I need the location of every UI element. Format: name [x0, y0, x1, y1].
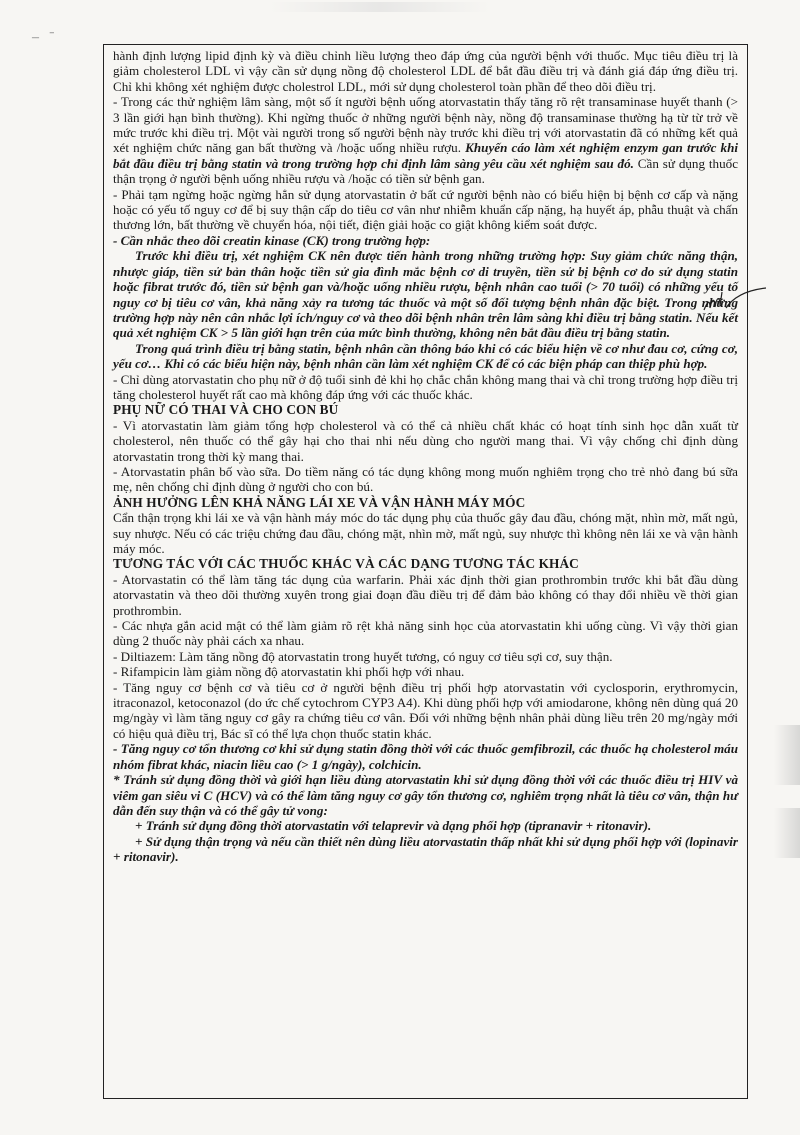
edge-smudge [774, 725, 800, 785]
paragraph-warfarin: - Atorvastatin có thể làm tăng tác dụng của warfarin. Phải xác định thời gian prothrombin trước khi bắt đầu dùng atorvastatin và theo dõi thường xuyên trong giai đoạn đầu điều trị để đảm bảo không có thay đổi nhiều về thời gian prothrombin. [113, 571, 738, 618]
section-heading-pregnancy: PHỤ NỮ CÓ THAI VÀ CHO CON BÚ [113, 402, 339, 418]
paragraph-women-childbearing: - Chỉ dùng atorvastatin cho phụ nữ ở độ tuổi sinh đẻ khi họ chắc chắn không mang thai và chỉ trong trường hợp điều trị tăng cholesterol huyết rất cao mà không đáp ứng với các thuốc khác. [113, 371, 738, 402]
paragraph-pregnancy: - Vì atorvastatin làm giảm tổng hợp cholesterol và có thể cả nhiều chất khác có hoạt tính sinh học dẫn xuất từ cholesterol, nên thuốc có thể gây hại cho thai nhi nếu dùng cho người mang thai. Vì vậy chống chỉ định dùng atorvastatin trong thời kỳ mang thai. [113, 417, 738, 464]
transaminase-text: - Trong các thử nghiệm lâm sàng, một số ít người bệnh uống atorvastatin thấy tăng rõ rệt transaminase huyết thanh (> 3 lần giới hạn bình thường). Khi ngừng thuốc ở những người bệnh này, nồng độ transaminase thường hạ từ từ trở về mức trước khi điều trị. Một vài người trong số người bệnh này trước khi điều trị với atorvastatin đã có những kết quả xét nghiệm chức năng gan bất thường và /hoặc uống nhiều rượu. [113, 94, 738, 156]
scan-mark: – ˉ [32, 30, 55, 45]
paragraph-breastfeeding: - Atorvastatin phân bố vào sữa. Do tiềm năng có tác dụng không mong muốn nghiêm trọng cho trẻ nhỏ đang bú sữa mẹ, nên chống chỉ định dùng ở người cho con bú. [113, 463, 738, 495]
liver-enzyme-recommendation: Khuyến cáo làm xét nghiệm enzym gan trước khi bắt đầu điều trị bằng statin và trong trường hợp chỉ định lâm sàng yêu cầu xét nghiệm sau đó. [113, 140, 738, 171]
edge-smudge [774, 808, 800, 858]
paragraph-diltiazem: - Diltiazem: Làm tăng nồng độ atorvastatin trong huyết tương, có nguy cơ tiêu sợi cơ, suy thận. [113, 648, 613, 664]
paragraph-telaprevir: + Tránh sử dụng đồng thời atorvastatin với telaprevir và dạng phối hợp (tipranavir + ritonavir). [135, 818, 652, 834]
paragraph-driving: Cẩn thận trọng khi lái xe và vận hành máy móc do tác dụng phụ của thuốc gây đau đầu, chóng mặt, nhìn mờ, mất ngủ, suy nhược. Nếu có các triệu chứng đau đầu, chóng mặt, nhìn mờ, mất ngủ, suy nhược thì không nên lái xe và vận hành máy móc. [113, 510, 738, 556]
transaminase-tail: Cần sử dụng thuốc thận trọng ở người bệnh uống nhiều rượu và /hoặc có tiền sử bệnh gan. [113, 155, 738, 187]
paragraph-myopathy-risk: - Tăng nguy cơ bệnh cơ và tiêu cơ ở người bệnh điều trị phối hợp atorvastatin với cyclosporin, erythromycin, itraconazol, ketoconazol (do ức chế cytochrom CYP3 A4). Khi dùng phối hợp với amiodarone, không nên dùng quá 20 mg/ngày vì làm tăng nguy cơ gây ra chứng tiêu cơ vân. Đối với những bệnh nhân phải dùng liều trên 20 mg/ngày mới có hiệu quả điều trị, Bác sĩ có thể lựa chọn thuốc statin khác. [113, 679, 738, 741]
paragraph-ck-monitoring-heading: - Cần nhắc theo dõi creatin kinase (CK) trong trường hợp: [113, 232, 431, 248]
paragraph-stop-atorvastatin: - Phải tạm ngừng hoặc ngừng hẳn sử dụng atorvastatin ở bất cứ người bệnh nào có biểu hiện bị bệnh cơ cấp và nặng hoặc có yếu tố nguy cơ để bị suy thận cấp do tiêu cơ vân như nhiễm khuẩn cấp nặng, hạ huyết áp, phẫu thuật và chấn thương lớn, bất thường về chuyển hóa, nội tiết, điện giải hoặc co giật không kiểm soát được. [113, 186, 738, 233]
paragraph-ck-before-treatment: Trước khi điều trị, xét nghiệm CK nên được tiến hành trong những trường hợp: Suy giảm chức năng thận, nhược giáp, tiền sử bản thân hoặc tiền sử gia đình mắc bệnh cơ di truyền, tiền sử bị bệnh cơ do sử dụng statin hoặc fibrat trước đó, tiền sử bệnh gan và/hoặc uống nhiều rượu, bệnh nhân cao tuổi (> 70 tuổi) có những yếu tố nguy cơ bị tiêu cơ vân, khả năng xảy ra tương tác thuốc và một số đối tượng bệnh nhân đặc biệt. Trong những trường hợp này nên cân nhắc lợi ích/nguy cơ và theo dõi bệnh nhân trên lâm sàng khi điều trị bằng statin. Nếu kết quả xét nghiệm CK > 5 lần giới hạn trên của mức bình thường, không nên bắt đầu điều trị bằng statin. [113, 248, 738, 341]
section-heading-interactions: TƯƠNG TÁC VỚI CÁC THUỐC KHÁC VÀ CÁC DẠNG TƯƠNG TÁC KHÁC [113, 556, 579, 572]
paragraph-rifampicin: - Rifampicin làm giảm nồng độ atorvastatin khi phối hợp với nhau. [113, 664, 465, 680]
document-content-box [103, 44, 748, 1099]
section-heading-driving: ẢNH HƯỞNG LÊN KHẢ NĂNG LÁI XE VÀ VẬN HÀNH MÁY MÓC [113, 494, 526, 510]
paragraph-bile-acid-resins: - Các nhựa gắn acid mật có thể làm giảm rõ rệt khả năng sinh học của atorvastatin khi uống cùng. Vì vậy thời gian dùng 2 thuốc này phải cách xa nhau. [113, 618, 738, 649]
paragraph-transaminase [113, 94, 738, 186]
scan-header-smudge [270, 2, 490, 12]
paragraph-gemfibrozil: - Tăng nguy cơ tổn thương cơ khi sử dụng statin đồng thời với các thuốc gemfibrozil, các thuốc hạ cholesterol máu nhóm fibrat khác, niacin liều cao (> 1 g/ngày), colchicin. [113, 741, 738, 772]
paragraph-ldl-monitoring: hành định lượng lipid định kỳ và điều chỉnh liều lượng theo đáp ứng của người bệnh với thuốc. Mục tiêu điều trị là giảm cholesterol LDL vì vậy cần sử dụng nồng độ cholesterol LDL để bắt đầu điều trị và đánh giá đáp ứng điều trị. Chỉ khi không xét nghiệm được cholestrol LDL, mới sử dụng cholesterol toàn phần để theo dõi điều trị. [113, 48, 738, 94]
paragraph-ck-during-treatment: Trong quá trình điều trị bằng statin, bệnh nhân cần thông báo khi có các biểu hiện về cơ như đau cơ, cứng cơ, yếu cơ… Khi có các biểu hiện này, bệnh nhân cần làm xét nghiệm CK để có các biện pháp can thiệp phù hợp. [113, 340, 738, 372]
paragraph-lopinavir: + Sử dụng thận trọng và nếu cần thiết nên dùng liều atorvastatin thấp nhất khi sử dụng phối hợp với (lopinavir + ritonavir). [113, 833, 738, 865]
paragraph-hiv-hcv: * Tránh sử dụng đồng thời và giới hạn liều dùng atorvastatin khi sử dụng đồng thời với các thuốc điều trị HIV và viêm gan siêu vi C (HCV) và có thể làm tăng nguy cơ gây tổn thương cơ, nghiêm trọng nhất là tiêu cơ vân, thận hư dẫn đến suy thận và có thể gây tử vong: [113, 772, 738, 818]
